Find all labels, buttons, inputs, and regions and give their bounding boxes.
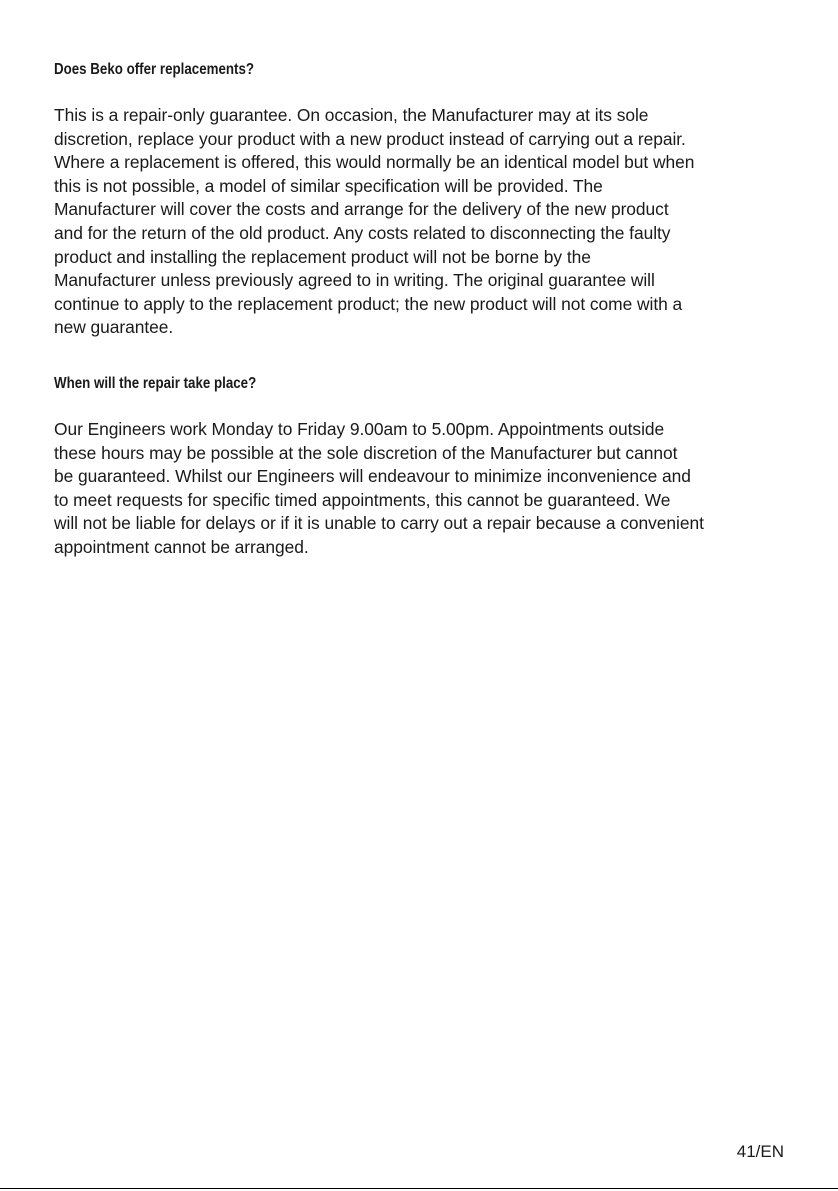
paragraph-line: and for the return of the old product. Any costs related to disconnecting the faulty xyxy=(54,222,671,243)
paragraph-line: these hours may be possible at the sole discretion of the Manufacturer but cannot xyxy=(54,442,678,463)
section-heading-repair-timing: When will the repair take place? xyxy=(54,374,257,392)
bottom-rule xyxy=(0,1188,838,1189)
section-paragraph-replacements xyxy=(54,104,789,340)
paragraph-line: new guarantee. xyxy=(54,317,174,338)
document-body xyxy=(54,58,789,560)
section-paragraph-repair-timing xyxy=(54,418,789,560)
paragraph-line: be guaranteed. Whilst our Engineers will endeavour to minimize inconvenience and xyxy=(54,466,691,487)
paragraph-line: this is not possible, a model of similar specification will be provided. The xyxy=(54,175,603,196)
paragraph-line: This is a repair-only guarantee. On occasion, the Manufacturer may at its sole xyxy=(54,105,649,125)
paragraph-line: discretion, replace your product with a new product instead of carrying out a repair. xyxy=(54,128,686,149)
paragraph-line: continue to apply to the replacement product; the new product will not come with a xyxy=(54,293,683,314)
paragraph-line: to meet requests for specific timed appointments, this cannot be guaranteed. We xyxy=(54,489,671,510)
paragraph-line: product and installing the replacement product will not be borne by the xyxy=(54,246,591,267)
section-heading-replacements: Does Beko offer replacements? xyxy=(54,61,255,78)
page-number: 41/EN xyxy=(736,1142,784,1161)
paragraph-line: Where a replacement is offered, this would normally be an identical model but when xyxy=(54,152,695,173)
paragraph-line: Our Engineers work Monday to Friday 9.00am to 5.00pm. Appointments outside xyxy=(54,418,665,439)
paragraph-line: appointment cannot be arranged. xyxy=(54,536,309,557)
paragraph-line: Manufacturer will cover the costs and arrange for the delivery of the new product xyxy=(54,199,669,220)
paragraph-line: will not be liable for delays or if it is unable to carry out a repair because a convenient xyxy=(54,513,704,534)
paragraph-line: Manufacturer unless previously agreed to in writing. The original guarantee will xyxy=(54,270,655,291)
